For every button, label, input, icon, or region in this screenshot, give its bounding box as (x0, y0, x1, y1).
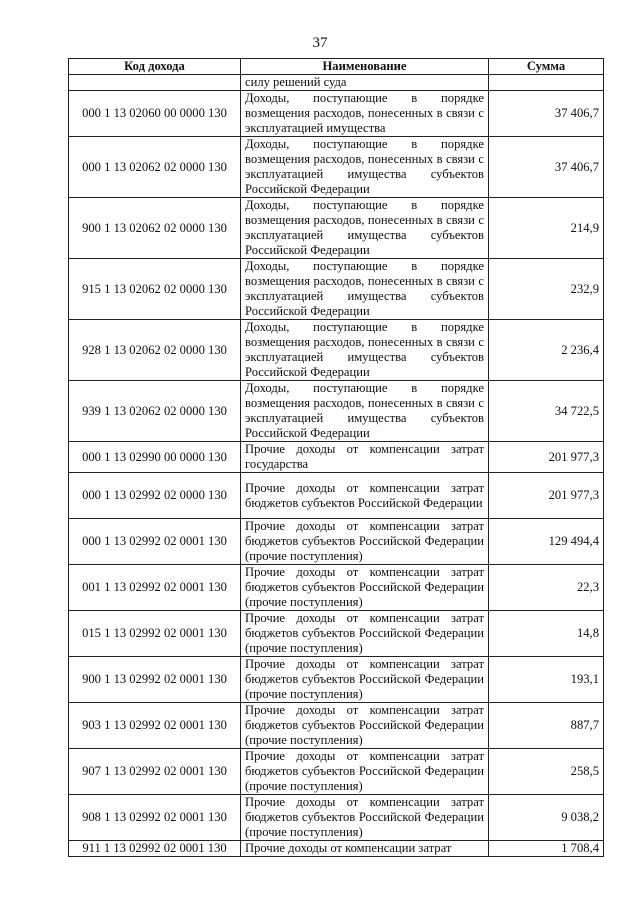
table-row (69, 91, 604, 137)
cell-sum: 232,9 (489, 259, 604, 320)
cell-sum: 14,8 (489, 611, 604, 657)
cell-code: 915 1 13 02062 02 0000 130 (69, 259, 241, 320)
table-row (69, 381, 604, 442)
table-header-row (69, 59, 604, 75)
cell-sum: 887,7 (489, 703, 604, 749)
cell-code: 000 1 13 02992 02 0000 130 (69, 473, 241, 519)
cell-code (69, 75, 241, 91)
column-header-code: Код дохода (69, 59, 241, 75)
cell-code: 000 1 13 02990 00 0000 130 (69, 442, 241, 473)
cell-name: Доходы, поступающие в порядке возмещения расходов, понесенных в связи с эксплуатацией имущества субъектов Российской Федерации (241, 259, 489, 320)
table-row (69, 137, 604, 198)
cell-code: 001 1 13 02992 02 0001 130 (69, 565, 241, 611)
table-row (69, 320, 604, 381)
cell-name: Прочие доходы от компенсации затрат бюджетов субъектов Российской Федерации (прочие поступления) (241, 519, 489, 565)
cell-code: 928 1 13 02062 02 0000 130 (69, 320, 241, 381)
page-number: 37 (312, 35, 328, 51)
cell-name: Прочие доходы от компенсации затрат государства (241, 442, 489, 473)
cell-sum: 1 708,4 (489, 841, 604, 857)
cell-name: Доходы, поступающие в порядке возмещения расходов, понесенных в связи с эксплуатацией имущества субъектов Российской Федерации (241, 381, 489, 442)
table-row (69, 703, 604, 749)
table-row (69, 611, 604, 657)
table-row (69, 259, 604, 320)
cell-sum: 22,3 (489, 565, 604, 611)
cell-sum: 34 722,5 (489, 381, 604, 442)
cell-name: Прочие доходы от компенсации затрат бюджетов субъектов Российской Федерации (241, 473, 489, 519)
cell-code: 911 1 13 02992 02 0001 130 (69, 841, 241, 857)
table-row (69, 749, 604, 795)
cell-code: 900 1 13 02062 02 0000 130 (69, 198, 241, 259)
table-row (69, 795, 604, 841)
cell-code: 000 1 13 02062 02 0000 130 (69, 137, 241, 198)
cell-code: 908 1 13 02992 02 0001 130 (69, 795, 241, 841)
cell-sum: 129 494,4 (489, 519, 604, 565)
cell-name: Прочие доходы от компенсации затрат бюджетов субъектов Российской Федерации (прочие поступления) (241, 795, 489, 841)
cell-name: Доходы, поступающие в порядке возмещения расходов, понесенных в связи с эксплуатацией имущества субъектов Российской Федерации (241, 320, 489, 381)
cell-name: Доходы, поступающие в порядке возмещения расходов, понесенных в связи с эксплуатацией имущества субъектов Российской Федерации (241, 137, 489, 198)
cell-sum: 201 977,3 (489, 442, 604, 473)
cell-code: 907 1 13 02992 02 0001 130 (69, 749, 241, 795)
cell-code: 000 1 13 02060 00 0000 130 (69, 91, 241, 137)
cell-sum: 201 977,3 (489, 473, 604, 519)
table-row (69, 198, 604, 259)
cell-name: Прочие доходы от компенсации затрат бюджетов субъектов Российской Федерации (прочие поступления) (241, 565, 489, 611)
cell-sum: 37 406,7 (489, 137, 604, 198)
table-row (69, 565, 604, 611)
cell-sum: 9 038,2 (489, 795, 604, 841)
cell-sum: 193,1 (489, 657, 604, 703)
cell-sum: 2 236,4 (489, 320, 604, 381)
cell-code: 939 1 13 02062 02 0000 130 (69, 381, 241, 442)
cell-name: Прочие доходы от компенсации затрат бюджетов субъектов Российской Федерации (прочие поступления) (241, 657, 489, 703)
cell-sum: 214,9 (489, 198, 604, 259)
cell-sum: 37 406,7 (489, 91, 604, 137)
table-row (69, 657, 604, 703)
cell-code: 015 1 13 02992 02 0001 130 (69, 611, 241, 657)
table-row (69, 442, 604, 473)
cell-code: 000 1 13 02992 02 0001 130 (69, 519, 241, 565)
cell-name: Доходы, поступающие в порядке возмещения расходов, понесенных в связи с эксплуатацией имущества субъектов Российской Федерации (241, 198, 489, 259)
cell-name: Прочие доходы от компенсации затрат (241, 841, 489, 857)
cell-name: Прочие доходы от компенсации затрат бюджетов субъектов Российской Федерации (прочие поступления) (241, 703, 489, 749)
table-row (69, 841, 604, 857)
cell-name: Прочие доходы от компенсации затрат бюджетов субъектов Российской Федерации (прочие поступления) (241, 749, 489, 795)
revenue-table (68, 58, 604, 857)
cell-sum: 258,5 (489, 749, 604, 795)
table-row (69, 519, 604, 565)
table-row (69, 473, 604, 519)
column-header-sum: Сумма (489, 59, 604, 75)
cell-code: 900 1 13 02992 02 0001 130 (69, 657, 241, 703)
cell-code: 903 1 13 02992 02 0001 130 (69, 703, 241, 749)
cell-sum (489, 75, 604, 91)
cell-name: силу решений суда (241, 75, 489, 91)
cell-name: Прочие доходы от компенсации затрат бюджетов субъектов Российской Федерации (прочие поступления) (241, 611, 489, 657)
cell-name: Доходы, поступающие в порядке возмещения расходов, понесенных в связи с эксплуатацией имущества (241, 91, 489, 137)
table-row-continuation (69, 75, 604, 91)
column-header-name: Наименование (241, 59, 489, 75)
